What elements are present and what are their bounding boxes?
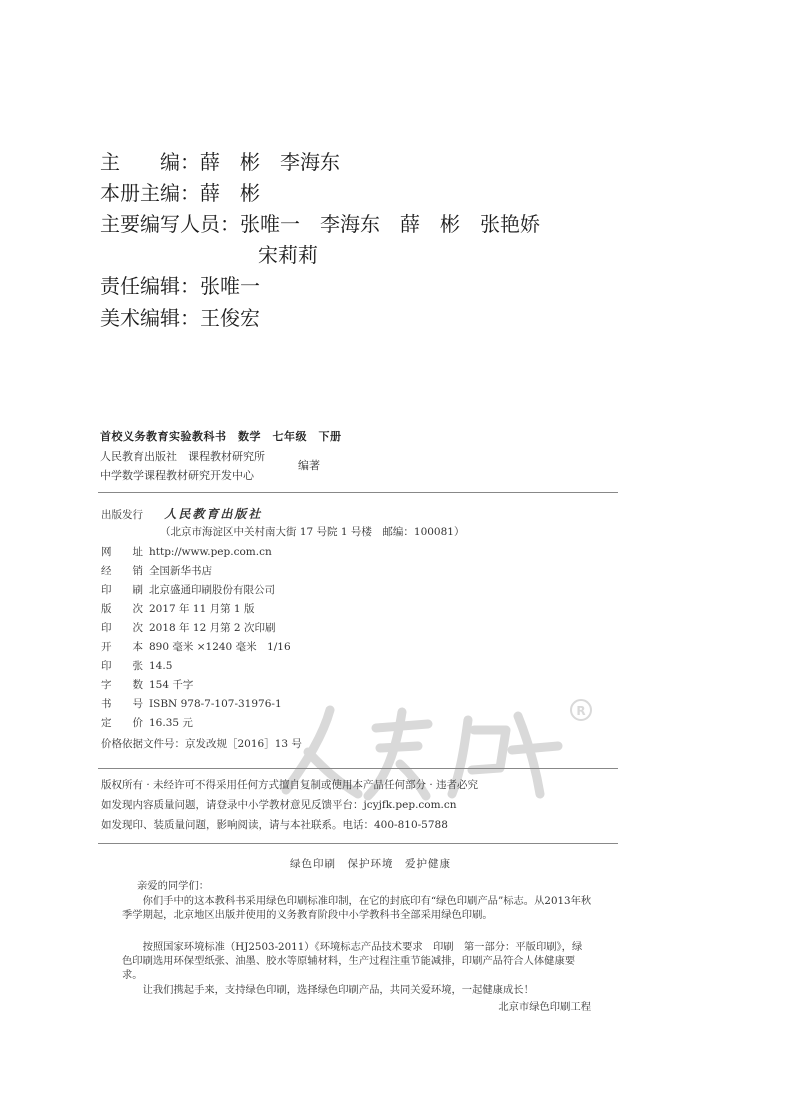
imprint-row-value: 2018 年 12 月第 2 次印刷 [149, 622, 276, 634]
imprint-row-value: http://www.pep.com.cn [149, 546, 272, 558]
imprint-row-label: 书 号 [101, 698, 143, 710]
green-printing-greeting: 亲爱的同学们： [137, 880, 210, 892]
imprint-row [101, 659, 172, 673]
imprint-row [101, 583, 275, 597]
imprint-row [101, 602, 254, 616]
price-basis: 价格依据文件号：京发改规［2016］13 号 [101, 738, 302, 750]
green-printing-para3: 让我们携起手来，支持绿色印刷，选择绿色印刷产品，共同关爱环境，一起健康成长！ [142, 984, 534, 996]
responsible-editor-label: 责任编辑： [100, 274, 200, 298]
content-quality-notice: 如发现内容质量问题，请登录中小学教材意见反馈平台：jcyjfk.pep.com.cn [101, 799, 457, 811]
main-writers-value: 张唯一 李海东 薛 彬 张艳娇 [240, 212, 540, 236]
green-printing-title: 绿色印刷 保护环境 爱护健康 [290, 858, 451, 870]
publisher-row-label: 出版发行 [101, 509, 143, 521]
svg-text:R: R [576, 704, 586, 718]
imprint-row [101, 640, 291, 654]
publisher-address: （北京市海淀区中关村南大街 17 号院 1 号楼 邮编：100081） [160, 526, 465, 538]
imprint-row [101, 716, 193, 730]
imprint-row-label: 定 价 [101, 717, 143, 729]
imprint-row-value: 北京盛通印刷股份有限公司 [149, 584, 275, 596]
art-editor-value: 王俊宏 [200, 306, 260, 330]
imprint-row-value: 2017 年 11 月第 1 版 [149, 603, 255, 615]
imprint-row [101, 697, 282, 711]
volume-chief-editor-line [100, 181, 260, 205]
divider-bottom [98, 843, 618, 844]
volume-chief-editor-label: 本册主编： [100, 181, 200, 205]
publisher-line2: 中学数学课程教材研究开发中心 [100, 469, 254, 482]
publisher-line1: 人民教育出版社 课程教材研究所 [100, 450, 265, 463]
imprint-row-label: 印 张 [101, 660, 143, 672]
responsible-editor-value: 张唯一 [200, 274, 260, 298]
main-writers-label: 主要编写人员： [100, 212, 240, 236]
imprint-row-label: 开 本 [101, 641, 143, 653]
imprint-row-label: 经 销 [101, 565, 143, 577]
green-printing-para2: 按照国家环境标准（HJ2503-2011）《环境标志产品技术要求 印刷 第一部分：平版印刷》，绿色印刷选用环保型纸张、油墨、胶水等原辅材料，生产过程注重节能减排，印刷产品符合人体健康要求。 [122, 941, 583, 981]
imprint-row-value: 全国新华书店 [149, 565, 212, 577]
imprint-row-value: 14.5 [149, 660, 173, 672]
chief-editor-line [100, 150, 340, 174]
imprint-row-value: 154 千字 [149, 679, 194, 691]
print-quality-notice: 如发现印、装质量问题，影响阅读，请与本社联系。电话：400-810-5788 [101, 819, 448, 831]
chief-editor-value: 薛 彬 李海东 [200, 150, 340, 174]
green-printing-signature: 北京市绿色印刷工程 [498, 1001, 591, 1013]
imprint-row-value: ISBN 978-7-107-31976-1 [149, 698, 282, 710]
imprint-row-label: 印 刷 [101, 584, 143, 596]
volume-chief-editor-value: 薛 彬 [200, 181, 260, 205]
imprint-row [101, 621, 275, 635]
art-editor-label: 美术编辑： [100, 306, 200, 330]
main-writers-line2: 宋莉莉 [258, 243, 318, 267]
imprint-row-label: 版 次 [101, 603, 143, 615]
series-title: 首校义务教育实验教科书 数学 七年级 下册 [100, 430, 342, 443]
responsible-editor-line [100, 274, 260, 298]
imprint-row [101, 545, 272, 559]
divider-top [98, 492, 618, 493]
publisher-logo-text: 人民教育出版社 [164, 507, 263, 521]
authored-label: 编著 [298, 459, 320, 472]
imprint-row [101, 678, 193, 692]
imprint-row-label: 印 次 [101, 622, 143, 634]
main-writers-line [100, 212, 540, 236]
imprint-row-value: 16.35 元 [149, 717, 193, 729]
imprint-row-label: 网 址 [101, 546, 143, 558]
green-printing-para1: 你们手中的这本教科书采用绿色印刷标准印制，在它的封底印有“绿色印刷产品”标志。从2013年秋季学期起，北京地区出版并使用的义务教育阶段中小学教科书全部采用绿色印刷。 [122, 895, 592, 921]
publisher-watermark-logo [268, 690, 598, 810]
divider-middle [98, 768, 618, 769]
imprint-row [101, 564, 212, 578]
chief-editor-label: 主 编： [100, 150, 200, 174]
copyright-notice: 版权所有 · 未经许可不得采用任何方式擅自复制或使用本产品任何部分 · 违者必究 [101, 779, 479, 791]
imprint-row-label: 字 数 [101, 679, 143, 691]
publisher-row [101, 507, 262, 522]
imprint-row-value: 890 毫米 ×1240 毫米 1/16 [149, 641, 291, 653]
art-editor-line [100, 306, 260, 330]
